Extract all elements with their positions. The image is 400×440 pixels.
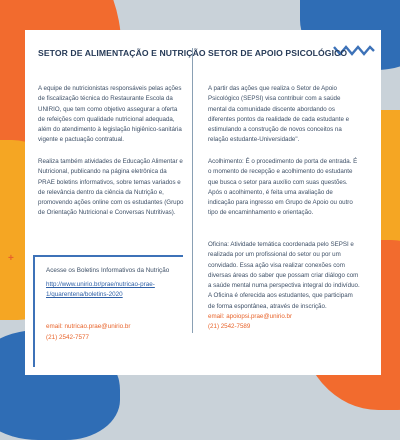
- bulletin-title: Acesse os Boletins Informativos da Nutrição: [46, 267, 170, 274]
- nutrition-phone: (21) 2542-7577: [46, 334, 90, 341]
- psychology-paragraph-2: Acolhimento: É o procedimento de porta de entrada. É o momento de recepção e acolhimento do estudante que busca o setor para auxílio com suas questões. Após o acolhimento, é feita uma avaliação de indicação para ingresso em Grupo de Apoio ou outro tipo de encaminhamento e orientação.: [208, 158, 358, 217]
- psychology-paragraph-3-text: Oficina: Atividade temática coordenada pelo SEPSI e realizada por um profissional do setor ou por um convidado. Essa ação visa realizar conexões com diversas áreas do saber que possam criar diálogo com a saúde mental numa perspectiva integral do indivíduo. A Oficina é oferecida aos estudantes, que participam de forma espontânea, através de inscrição.: [208, 241, 360, 310]
- section-title-psychology: SETOR DE APOIO PSICOLÓGICO: [208, 48, 348, 58]
- psychology-phone: (21) 2542-7589: [208, 323, 251, 331]
- nutrition-email[interactable]: email: nutricao.prae@unirio.br: [46, 323, 131, 330]
- nutrition-paragraph-2: Realiza também atividades de Educação Alimentar e Nutricional, publicando na página eletrônica da PRAE boletins informativos, sobre temas variados e de relevância dentro da ciência da Nutrição e, promovendo ações online com os estudantes (Grupo de Orientação Nutricional e Conversas Nutritivas).: [38, 158, 184, 217]
- plus-icon: +: [8, 253, 14, 264]
- bulletin-link[interactable]: http://www.unirio.br/prae/nutricao-prae-1/quarentena/boletins-2020: [46, 281, 155, 299]
- nutrition-paragraph-1: A equipe de nutricionistas responsáveis pelas ações de fiscalização técnica do Restaurante Escola da UNIRIO, que tem como objetivo assegurar a oferta de refeições com qualidade nutricional adequada, além do atendimento à legislação higiênico-sanitária vigente e pactuação contratual.: [38, 85, 182, 144]
- psychology-paragraph-1: A partir das ações que realiza o Setor de Apoio Psicológico (SEPSI) visa contribuir com a saúde mental da comunidade discente abordando os diferentes pontos da realidade de cada estudante e estimulando a construção de novos conceitos na relação estudante-Universidade".: [208, 85, 350, 144]
- column-divider: [192, 48, 193, 333]
- section-title-nutrition: SETOR DE ALIMENTAÇÃO E NUTRIÇÃO: [38, 48, 206, 58]
- psychology-paragraph-3: [208, 240, 360, 333]
- psychology-email[interactable]: email: apoiopsi.prae@unirio.br: [208, 313, 293, 321]
